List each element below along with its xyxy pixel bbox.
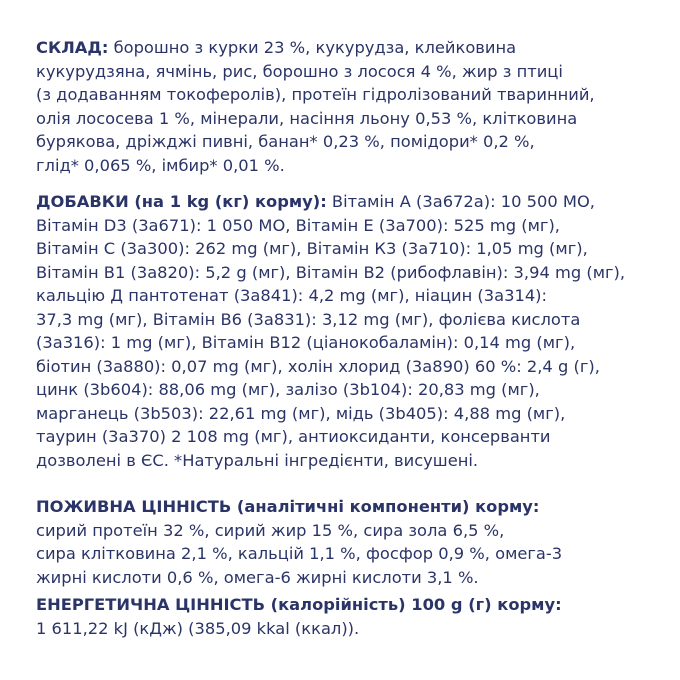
additives-line: Вітамін С (3а300): 262 mg (мг), Вітамін К3 (3а710): 1,05 mg (мг), bbox=[36, 239, 588, 258]
additives-line: 37,3 mg (мг), Вітамін В6 (3а831): 3,12 mg (мг), фолієва кислота bbox=[36, 309, 581, 329]
composition-line-1 bbox=[36, 36, 656, 60]
additives-line: кальцію Д пантотенат (3а841): 4,2 mg (мг), ніацин (3а314): bbox=[36, 286, 548, 305]
additives-line: Вітамін D3 (3а671): 1 050 МО, Вітамін Е (3а700): 525 mg (мг), bbox=[36, 215, 560, 235]
composition-line: кукурудзяна, ячмінь, рис, борошно з лосося 4 %, жир з птиці bbox=[36, 61, 563, 81]
composition-line: (з додаванням токоферолів), протеїн гідролізований тваринний, bbox=[36, 85, 595, 104]
nutrition-paragraph bbox=[36, 495, 656, 589]
energy-paragraph bbox=[36, 593, 656, 640]
composition-line: олія лососева 1 %, мінерали, насіння льону 0,53 %, клітковина bbox=[36, 108, 578, 128]
additives-line: таурин (3а370) 2 108 mg (мг), антиоксиданти, консерванти bbox=[36, 427, 551, 446]
additives-line: (3а316): 1 mg (мг), Вітамін В12 (ціанокобаламін): 0,14 mg (мг), bbox=[36, 333, 576, 352]
composition-text: борошно з курки 23 %, кукурудза, клейковина bbox=[108, 38, 517, 57]
additives-line: Вітамін В1 (3а820): 5,2 g (мг), Вітамін В2 (рибофлавін): 3,94 mg (мг), bbox=[36, 262, 626, 282]
additives-paragraph bbox=[36, 190, 656, 472]
composition-heading: СКЛАД: bbox=[36, 38, 109, 57]
label-text-block bbox=[36, 36, 656, 640]
composition-line: глід* 0,065 %, імбир* 0,01 %. bbox=[36, 155, 285, 175]
additives-line: біотин (3а880): 0,07 mg (мг), холін хлорид (3а890) 60 %: 2,4 g (г), bbox=[36, 356, 600, 376]
nutrition-line: жирні кислоти 0,6 %, омега-6 жирні кислоти 3,1 %. bbox=[36, 567, 479, 587]
additives-line: дозволені в ЄС. *Натуральні інгредієнти, висушені. bbox=[36, 450, 479, 470]
nutrition-line: сира клітковина 2,1 %, кальцій 1,1 %, фосфор 0,9 %, омега-3 bbox=[36, 544, 563, 563]
composition-line: бурякова, дріжджі пивні, банан* 0,23 %, помідори* 0,2 %, bbox=[36, 132, 535, 151]
additives-text: Вітамін А (3а672а): 10 500 МО, bbox=[326, 192, 595, 211]
additives-line-1 bbox=[36, 190, 656, 214]
nutrition-heading: ПОЖИВНА ЦІННІСТЬ (аналітичні компоненти) корму: bbox=[36, 497, 540, 516]
nutrition-line: сирий протеїн 32 %, сирий жир 15 %, сира зола 6,5 %, bbox=[36, 520, 505, 540]
additives-heading: ДОБАВКИ (на 1 kg (кг) корму): bbox=[36, 192, 327, 211]
energy-line: 1 611,22 kJ (кДж) (385,09 kkal (ккал)). bbox=[36, 618, 360, 638]
additives-line: цинк (3b604): 88,06 mg (мг), залізо (3b104): 20,83 mg (мг), bbox=[36, 380, 540, 399]
composition-paragraph bbox=[36, 36, 656, 177]
additives-line: марганець (3b503): 22,61 mg (мг), мідь (3b405): 4,88 mg (мг), bbox=[36, 403, 566, 423]
energy-heading: ЕНЕРГЕТИЧНА ЦІННІСТЬ (калорійність) 100 g (г) корму: bbox=[36, 595, 562, 614]
